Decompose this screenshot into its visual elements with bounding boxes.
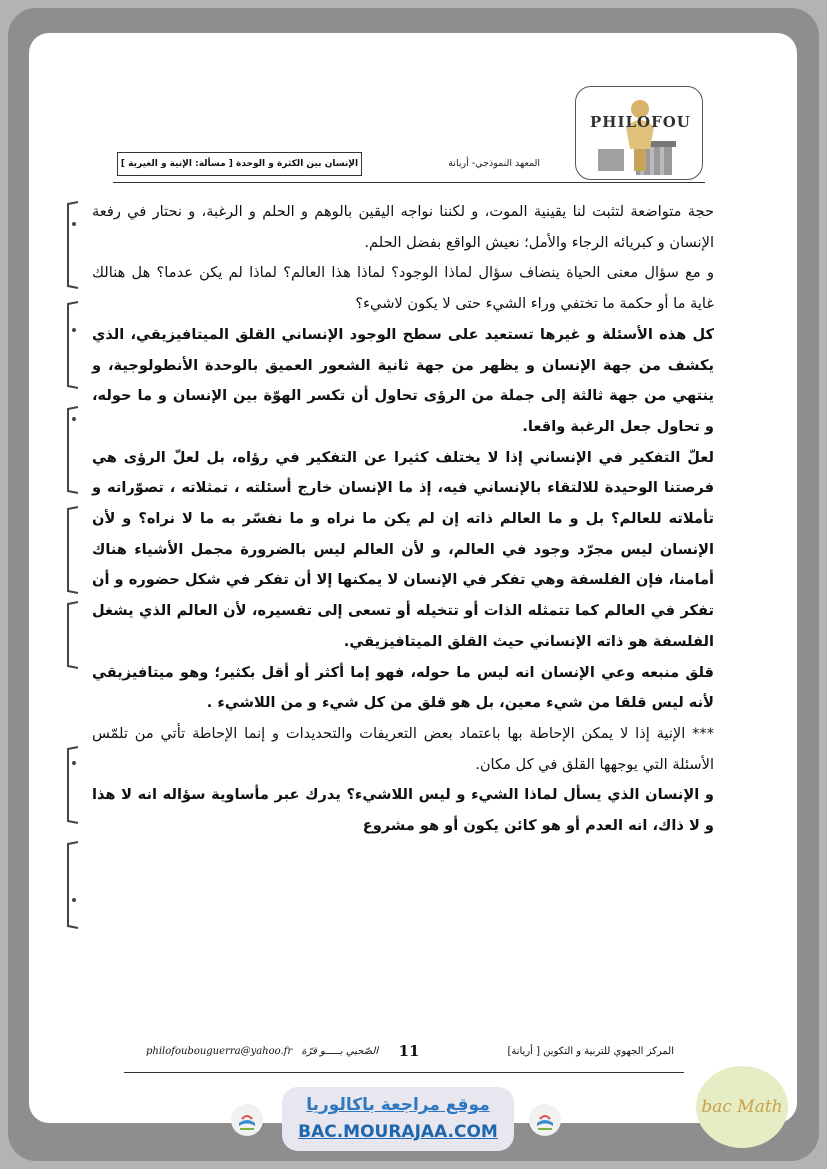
school-name: المعهد النموذجي- أريانة — [448, 158, 540, 169]
footer-author — [146, 1046, 386, 1057]
margin-bracket-icon — [62, 200, 84, 290]
margin-bracket-icon — [62, 840, 84, 930]
margin-bracket-icon — [62, 745, 84, 825]
paragraph: *** الإنية إذا لا يمكن الإحاطة بها باعتماد بعض التعريفات والتحديدات و إنما الإحاطة تأتي من تلمّس الأسئلة التي يوجهها القلق في كل مكان. — [92, 724, 714, 773]
philosopher-statue-icon — [576, 87, 703, 180]
site-watermark[interactable] — [282, 1087, 514, 1151]
badge-text: bac Math — [701, 1097, 783, 1117]
site-name-latin[interactable]: BAC.MOURAJAA.COM — [298, 1122, 498, 1142]
margin-bracket-icon — [62, 300, 84, 390]
philofou-logo — [575, 86, 703, 180]
paragraph: و مع سؤال معنى الحياة ينضاف سؤال لماذا الوجود؟ لماذا هذا العالم؟ لماذا لم يكن عدما؟ هل هنالك غاية ما أو حكمة ما تختفي وراء الشيء حتى لا يكون لاشيء؟ — [92, 264, 714, 313]
margin-bracket-icon — [62, 505, 84, 595]
logo-text: PHILOFOU — [590, 113, 691, 131]
book-emblem-icon — [528, 1103, 562, 1137]
site-name-arabic[interactable]: موقع مراجعة باكالوريا — [306, 1095, 490, 1115]
paragraph: كل هذه الأسئلة و غيرها تستعيد على سطح الوجود الإنساني القلق الميتافيزيقي، الذي يكشف من جهة الإنسان و يظهر من جهة ثانية الشعور العميق بالوحدة الأنطولوجية، و ينتهي من جهة ثالثة إلى جملة من الرؤى تحاول أن تكسر الهوّة بين الإنسان و ما حوله، و تحاول جعل الرغبة واقعا. — [92, 325, 714, 435]
paragraph: حجة متواضعة لتثبت لنا يقينية الموت، و لكننا نواجه اليقين بالوهم و الحلم و الرغبة، و نحتار في رفعة الإنسان و كبريائه الرجاء والأمل؛ نعيش الواقع بفضل الحلم. — [92, 203, 714, 251]
author-email: philofoubouguerra@yahoo.fr — [146, 1046, 293, 1057]
paragraph: لعلّ التفكير في الإنساني إذا لا يختلف كثيرا عن التفكير في رؤاه، بل لعلّ الرؤى هي فرصتنا الوحيدة للالتقاء بالإنساني فيه، إذ ما الإنسان خارج أسئلته ، تمثلاته ، تصوّراته و تأملاته للعالم؟ بل و ما العالم ذاته إن لم يكن ما نراه و ما نفسّر به ما لا نراه؟ و لأن الإنسان ليس مجرّد وجود في العالم، و لأن العالم ليس بالضرورة مجمل الأشياء هناك أمامنا، فإن الفلسفة وهي تفكر في الإنسان لا يمكنها إلا أن تفكر في شكل حضوره و أن تفكر في العالم كما تتمثله الذات أو تتخيله أو تسعى إلى تفسيره، لأن العالم الذي يشغل الفلسفة هو ذاته الإنساني حيث القلق الميتافيزيقي. — [92, 448, 714, 650]
paragraph: و الإنسان الذي يسأل لماذا الشيء و ليس اللاشيء؟ يدرك عبر مأساوية سؤاله انه لا هذا و لا ذاك، انه العدم أو هو كائن يكون أو هو مشروع — [92, 786, 714, 835]
footer-divider — [124, 1072, 684, 1073]
book-emblem-icon — [230, 1103, 264, 1137]
page-number: 11 — [398, 1042, 420, 1060]
footer-institution: المركز الجهوي للتربية و التكوين [ أريانة] — [507, 1046, 674, 1057]
margin-bracket-icon — [62, 405, 84, 495]
bac-math-badge — [696, 1066, 788, 1148]
lesson-title-box: الإنسان بين الكثرة و الوحدة [ مسألة: الإنية و الغيرية ] — [117, 152, 362, 176]
margin-bracket-icon — [62, 600, 84, 670]
author-name: الصّحبي بـــــو قرّة — [301, 1046, 379, 1057]
paragraph: قلق منبعه وعي الإنسان انه ليس ما حوله، فهو إما أكثر أو أقل بكثير؛ وهو ميتافيزيقي لأنه ليس قلقا من شيء معين، بل هو قلق من كل شيء و من اللاشيء . — [92, 663, 714, 712]
body-text — [92, 197, 714, 842]
header-divider — [113, 182, 705, 183]
